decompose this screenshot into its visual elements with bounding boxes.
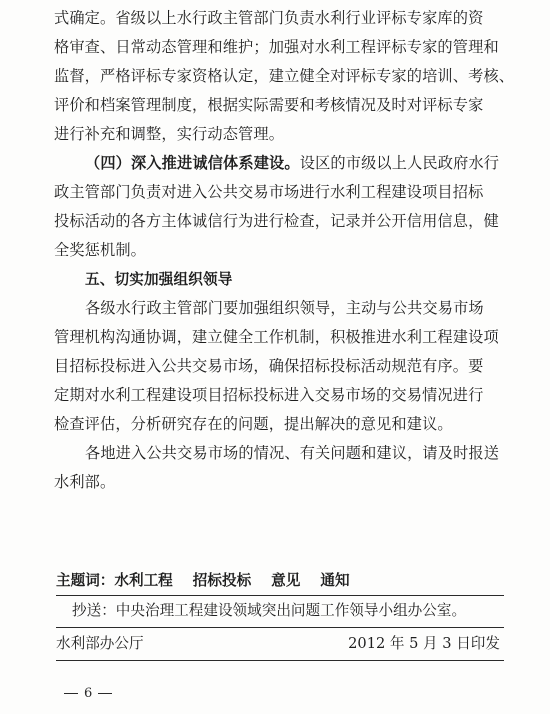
paragraph-line-rest: 设区的市级以上人民政府水行 <box>299 154 500 172</box>
paragraph-line: 监督，严格评标专家资格认定，建立健全对评标专家的培训、考核、 <box>54 67 515 85</box>
page-number <box>64 685 112 703</box>
issue-date: 2012 年 5 月 3 日印发 <box>348 635 500 652</box>
subsection-4-first-line <box>54 149 504 178</box>
paragraph-line: 水利部。 <box>54 473 116 491</box>
paragraph-line: 格审查、日常动态管理和维护；加强对水利工程评标专家的管理和 <box>54 38 499 56</box>
issuing-office: 水利部办公厅 <box>56 635 144 652</box>
subject-keywords <box>56 570 350 592</box>
keyword: 通知 <box>320 572 350 589</box>
page-number-dash <box>98 693 112 694</box>
page-number-dash <box>64 693 78 694</box>
paragraph-line: 目招标投标进入公共交易市场，确保招标投标活动规范有序。要 <box>54 357 484 375</box>
paragraph-line: 进行补充和调整，实行动态管理。 <box>54 125 285 143</box>
section-5-heading: 五、切实加强组织领导 <box>85 271 233 288</box>
keyword: 意见 <box>271 572 301 589</box>
paragraph-line: 投标活动的各方主体诚信行为进行检查，记录并公开信用信息，健 <box>54 212 499 230</box>
paragraph-line: 评价和档案管理制度，根据实际需要和考核情况及时对评标专家 <box>54 96 484 114</box>
paragraph-line: 全奖惩机制。 <box>54 241 147 259</box>
paragraph-line: 各级水行政主管部门要加强组织领导，主动与公共交易市场 <box>85 299 484 317</box>
keywords-label: 主题词： <box>56 572 115 589</box>
divider <box>56 627 504 628</box>
keyword: 水利工程 <box>114 572 173 589</box>
subsection-4-title: （四）深入推进诚信体系建设。 <box>85 154 300 172</box>
body-text <box>54 4 515 497</box>
paragraph-line: 政主管部门负责对进入公共交易市场进行水利工程建设项目招标 <box>54 183 484 201</box>
cc-line: 抄送：中央治理工程建设领域突出问题工作领导小组办公室。 <box>72 602 467 619</box>
divider <box>56 595 504 596</box>
paragraph-line: 定期对水利工程建设项目招标投标进入交易市场的交易情况进行 <box>54 386 484 404</box>
paragraph-line: 式确定。省级以上水行政主管部门负责水利行业评标专家库的资 <box>54 9 484 27</box>
paragraph-line: 各地进入公共交易市场的情况、有关问题和建议，请及时报送 <box>85 444 500 462</box>
paragraph-line: 管理机构沟通协调，建立健全工作机制，积极推进水利工程建设项 <box>54 328 499 346</box>
divider <box>56 660 504 661</box>
page-number-value: 6 <box>84 686 93 701</box>
paragraph-line: 检查评估，分析研究存在的问题，提出解决的意见和建议。 <box>54 415 453 433</box>
keyword: 招标投标 <box>192 572 252 589</box>
